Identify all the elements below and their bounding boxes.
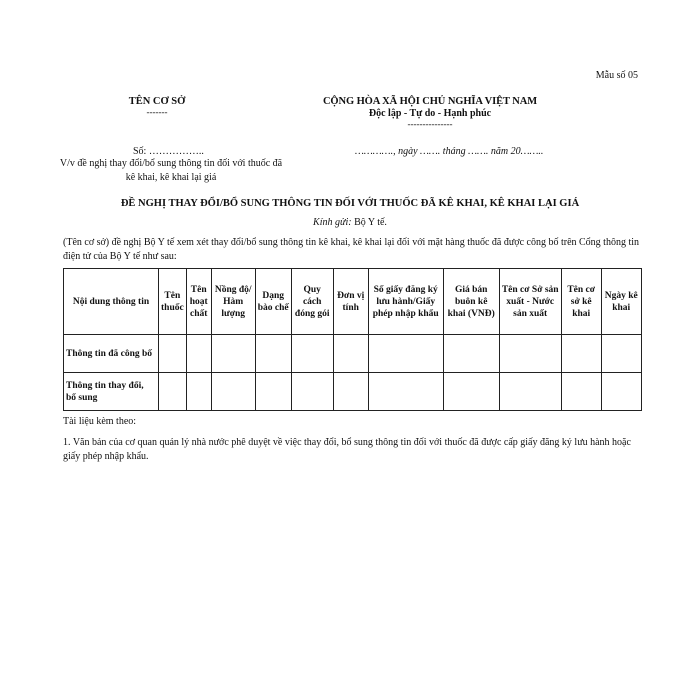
table-cell — [211, 335, 255, 373]
table-header-row — [64, 269, 642, 335]
table-row — [64, 373, 642, 411]
table-cell — [159, 335, 187, 373]
document-title: ĐỀ NGHỊ THAY ĐỔI/BỔ SUNG THÔNG TIN ĐỐI VỚI THUỐC ĐÃ KÊ KHAI, KÊ KHAI LẠI GIÁ — [120, 198, 580, 209]
table-cell — [601, 373, 641, 411]
table-cell — [561, 373, 601, 411]
table-cell — [601, 335, 641, 373]
table-cell — [186, 373, 211, 411]
table-cell — [443, 373, 499, 411]
table-cell — [255, 335, 291, 373]
intro-paragraph: (Tên cơ sở) đề nghị Bộ Y tế xem xét thay đổi/bổ sung thông tin kê khai, kê khai lại đối với mặt hàng thuốc đã được công bố trên Cổng thông tin điện tử của Bộ Y tế như sau: — [63, 237, 640, 262]
table-cell — [499, 335, 561, 373]
table-cell — [443, 335, 499, 373]
column-header: Quy cách đóng gói — [291, 269, 333, 335]
salutation-recipient: Bộ Y tế. — [354, 217, 387, 228]
table-cell — [333, 335, 368, 373]
column-header: Số giấy đăng ký lưu hành/Giấy phép nhập khẩu — [368, 269, 443, 335]
column-header: Giá bán buôn kê khai (VNĐ) — [443, 269, 499, 335]
table-cell — [291, 373, 333, 411]
table-cell — [333, 373, 368, 411]
column-header: Tên cơ sở kê khai — [561, 269, 601, 335]
row-label: Thông tin đã công bố — [64, 335, 159, 373]
column-header: Ngày kê khai — [601, 269, 641, 335]
organization-name: TÊN CƠ SỞ — [128, 96, 186, 107]
column-header: Tên thuốc — [159, 269, 187, 335]
table-cell — [561, 335, 601, 373]
column-header: Tên cơ Sở sản xuất - Nước sản xuất — [499, 269, 561, 335]
date-line: …………., ngày ……. tháng ……. năm 20…….. — [355, 146, 544, 157]
reference-number: Số: …………….. — [133, 146, 204, 157]
national-title: CỘNG HÒA XÃ HỘI CHỦ NGHĨA VIỆT NAM — [322, 96, 538, 107]
salutation-label: Kính gửi: — [313, 217, 352, 228]
form-number: Mẫu số 05 — [595, 70, 638, 81]
national-motto: Độc lập - Tự do - Hạnh phúc — [368, 108, 492, 119]
attachment-item: 1. Văn bản của cơ quan quản lý nhà nước phê duyệt về việc thay đổi, bổ sung thông tin đối với thuốc đã được cấp giấy đăng ký lưu hành hoặc giấy phép nhập khẩu. — [63, 437, 631, 462]
column-header: Nội dung thông tin — [64, 269, 159, 335]
organization-header — [112, 96, 202, 117]
column-header: Nồng độ/ Hàm lượng — [211, 269, 255, 335]
table-cell — [499, 373, 561, 411]
column-header: Dạng bào chế — [255, 269, 291, 335]
subject-line: V/v đề nghị thay đổi/bổ sung thông tin đối với thuốc đã kê khai, kê khai lại giá — [59, 158, 283, 183]
table-cell — [368, 335, 443, 373]
column-header: Tên hoạt chất — [186, 269, 211, 335]
table-cell — [211, 373, 255, 411]
drug-info-table — [63, 268, 642, 411]
national-underline: --------------- — [407, 119, 453, 129]
table-row — [64, 335, 642, 373]
row-label: Thông tin thay đổi, bổ sung — [64, 373, 159, 411]
table-cell — [255, 373, 291, 411]
column-header: Đơn vị tính — [333, 269, 368, 335]
national-header — [318, 96, 542, 129]
table-cell — [291, 335, 333, 373]
table-cell — [186, 335, 211, 373]
organization-underline: ------- — [146, 107, 168, 117]
attachments-heading: Tài liệu kèm theo: — [63, 416, 137, 427]
salutation — [40, 217, 660, 228]
table-cell — [159, 373, 187, 411]
table-cell — [368, 373, 443, 411]
